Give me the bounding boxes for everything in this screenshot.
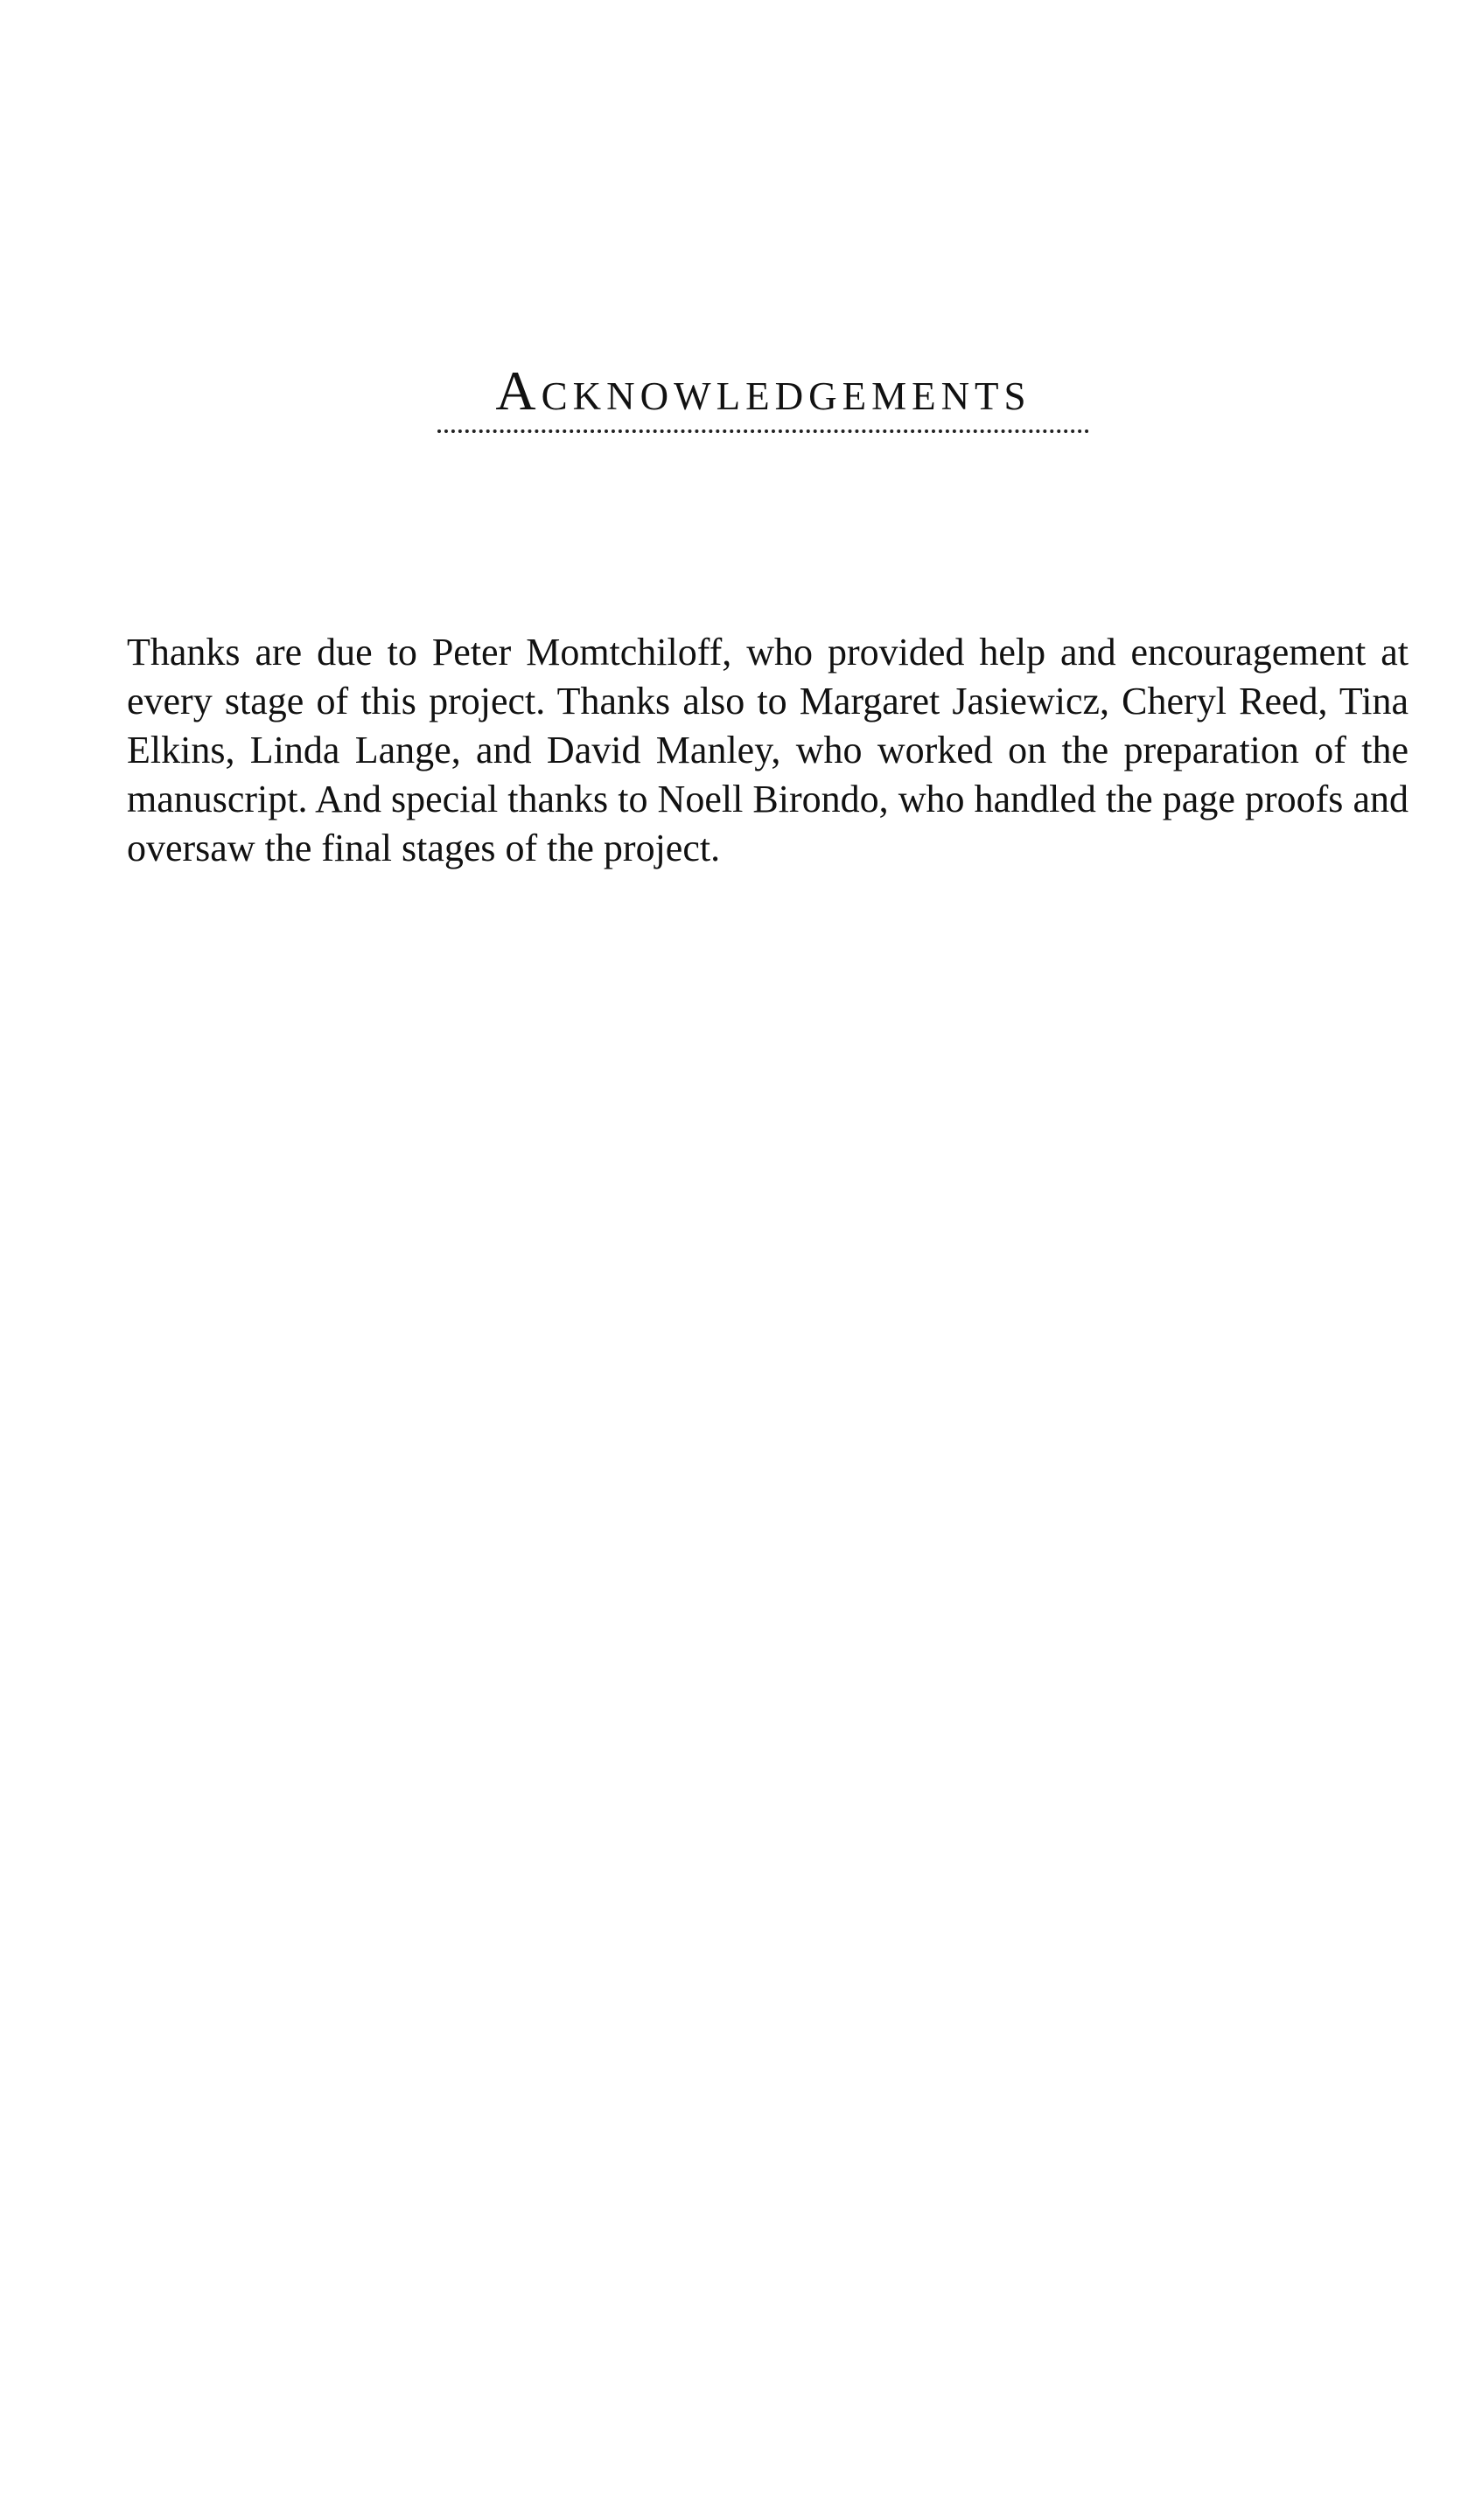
acknowledgements-paragraph: Thanks are due to Peter Momtchiloff, who provided help and encouragement at every stage of this project. Thanks also to Margaret Jasiewicz, Cheryl Reed, Tina Elkins, Linda Lange, and David Manley, who worked on the preparation of the manuscript. And special thanks to Noell Birondo, who handled the page proofs and oversaw the final stages of the project. [127,631,1409,869]
page-title: Acknowledgements [495,360,1031,422]
heading-block [437,360,1089,433]
dotted-divider [437,429,1089,433]
